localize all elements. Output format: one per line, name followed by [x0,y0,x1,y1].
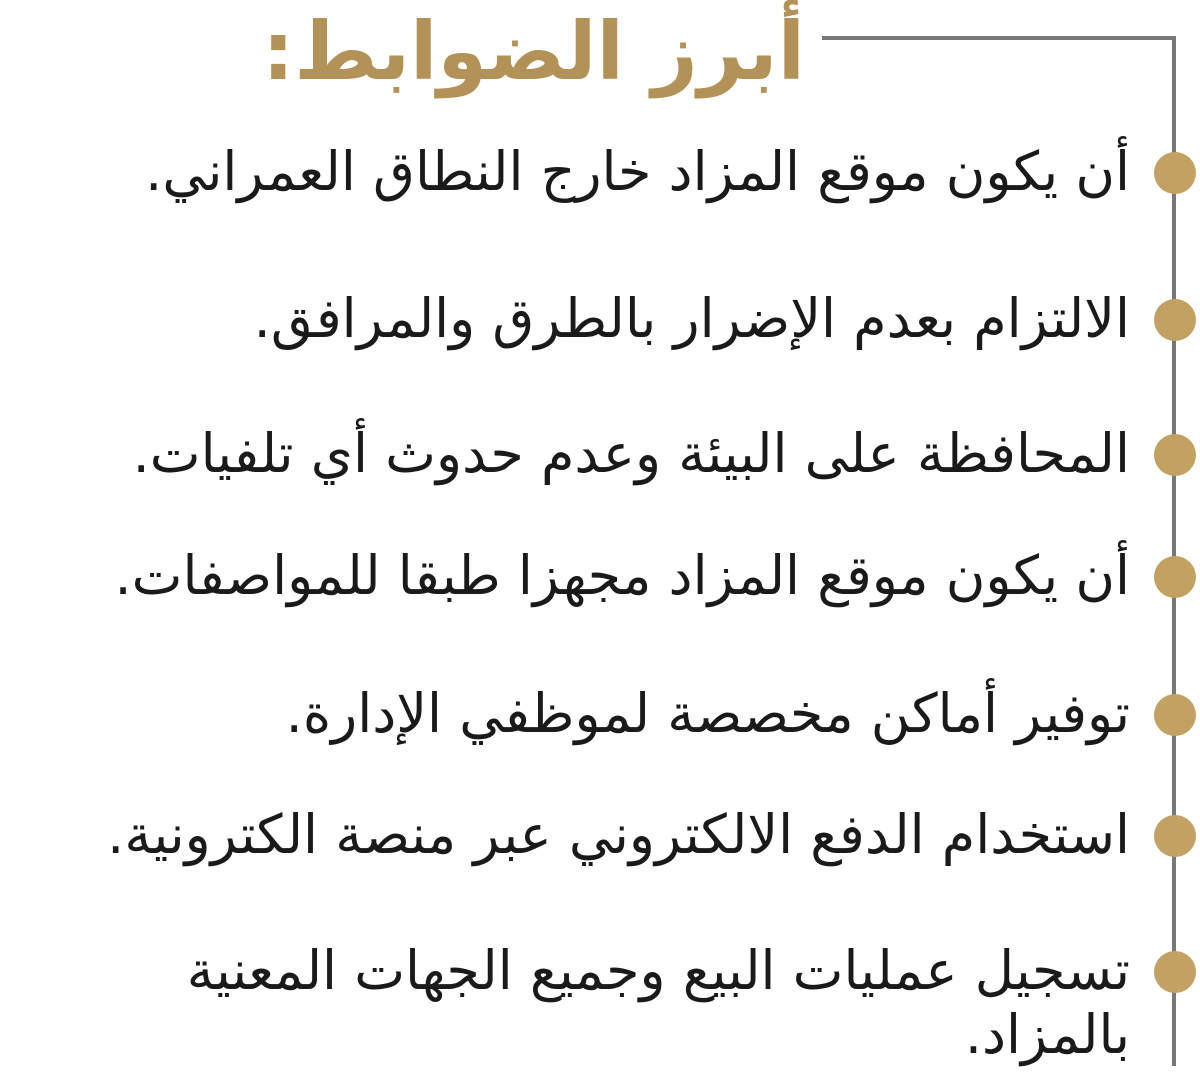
section-title: أبرز الضوابط: [262,5,805,98]
list-item-text: الالتزام بعدم الإضرار بالطرق والمرافق. [253,287,1130,350]
bullet-dot-icon [1154,152,1196,194]
list-item-text: أن يكون موقع المزاد مجهزا طبقا للمواصفات. [114,544,1130,607]
bullet-dot-icon [1154,556,1196,598]
list-item [145,140,1130,204]
list-item [286,682,1130,746]
list-item-text-continuation: بالمزاد. [964,1003,1130,1066]
title-connector-line [822,36,1176,40]
list-item [114,544,1130,608]
list-item [107,803,1130,867]
bullet-dot-icon [1154,694,1196,736]
list-item-text: أن يكون موقع المزاد خارج النطاق العمراني. [145,140,1130,203]
list-item-text: استخدام الدفع الالكتروني عبر منصة الكترونية. [107,803,1130,866]
list-item-text: تسجيل عمليات البيع وجميع الجهات المعنية [186,939,1130,1002]
bullet-dot-icon [1154,299,1196,341]
bullet-dot-icon [1154,951,1196,993]
list-item-text: توفير أماكن مخصصة لموظفي الإدارة. [285,682,1130,745]
bullet-dot-icon [1154,815,1196,857]
list-item [254,287,1130,351]
list-item [187,939,1130,1067]
bullet-dot-icon [1154,434,1196,476]
list-item [133,422,1130,486]
list-item-text: المحافظة على البيئة وعدم حدوث أي تلفيات. [132,422,1130,485]
